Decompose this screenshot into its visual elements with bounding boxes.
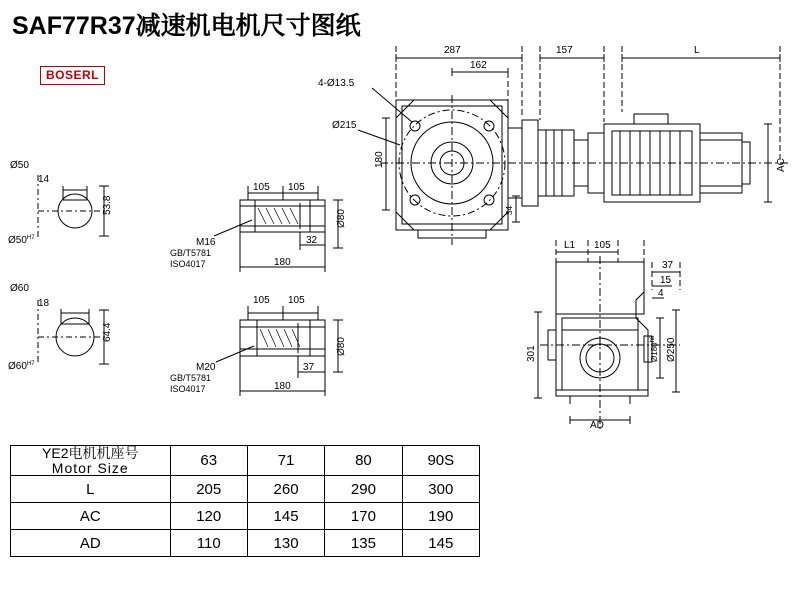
dim-key-width-1: 14 xyxy=(38,174,50,185)
dim-hs1-c: 32 xyxy=(306,235,318,246)
cell-L-80: 290 xyxy=(325,476,402,503)
dim-hs2-c: 37 xyxy=(303,362,315,373)
dim-215: Ø215 xyxy=(332,120,357,131)
dim-157: 157 xyxy=(556,45,573,56)
dim-key-width-2: 18 xyxy=(38,298,50,309)
dim-bore-2: Ø60 xyxy=(10,283,29,294)
brand-logo: BOSERL xyxy=(40,66,105,85)
page-title: SAF77R37减速机电机尺寸图纸 xyxy=(12,12,361,40)
dim-side-105: 105 xyxy=(594,240,611,251)
table-header-size-4: 90S xyxy=(402,446,479,476)
dim-bolt-holes: 4-Ø13.5 xyxy=(318,78,355,89)
table-header-size-1: 63 xyxy=(170,446,247,476)
dim-L1: L1 xyxy=(564,240,576,251)
label-std2-1: ISO4017 xyxy=(170,259,206,269)
side-view xyxy=(534,240,680,430)
dim-hs2-a: 105 xyxy=(253,295,270,306)
main-assembly-view xyxy=(358,46,790,245)
dim-shaft-height-2: 64.4 xyxy=(102,322,113,342)
cell-L-71: 260 xyxy=(247,476,324,503)
row-label-L: L xyxy=(11,476,171,503)
table-header-size-2: 71 xyxy=(247,446,324,476)
label-std2-2: ISO4017 xyxy=(170,384,206,394)
dim-162: 162 xyxy=(470,60,487,71)
cell-L-90S: 300 xyxy=(402,476,479,503)
label-thread-1: M16 xyxy=(196,237,216,248)
table-row xyxy=(11,530,480,557)
cell-AC-71: 145 xyxy=(247,503,324,530)
dim-hs1-outer: Ø80 xyxy=(336,209,347,228)
dim-AD: AD xyxy=(590,420,604,431)
dim-AC: AC xyxy=(776,158,787,172)
shaft-view-2 xyxy=(38,300,109,365)
table-header-label xyxy=(11,446,171,476)
dim-bore-fit-2: $Ø60^{H7}$ xyxy=(8,361,35,372)
row-label-AD: AD xyxy=(11,530,171,557)
dim-hs2-outer: Ø80 xyxy=(336,337,347,356)
dim-250: Ø250 xyxy=(666,337,677,362)
dim-shaft-height-1: 53.8 xyxy=(102,195,113,215)
table-row xyxy=(11,476,480,503)
dim-15: 15 xyxy=(660,275,672,286)
cell-AC-90S: 190 xyxy=(402,503,479,530)
dim-hs1-b: 105 xyxy=(288,182,305,193)
table-header-en: Motor Size xyxy=(51,459,129,476)
dim-hs1-a: 105 xyxy=(253,182,270,193)
cell-AD-71: 130 xyxy=(247,530,324,557)
dim-L: L xyxy=(694,45,700,56)
table-row xyxy=(11,503,480,530)
table-header-row xyxy=(11,446,480,476)
dim-34: 34 xyxy=(505,206,514,215)
dim-hs2-b: 105 xyxy=(288,295,305,306)
table-header-cn: YE2电机机座号 xyxy=(42,445,139,461)
label-thread-2: M20 xyxy=(196,362,216,373)
dim-37: 37 xyxy=(662,260,674,271)
row-label-AC: AC xyxy=(11,503,171,530)
dim-287: 287 xyxy=(444,45,461,56)
cell-AC-80: 170 xyxy=(325,503,402,530)
label-std1-2: GB/T5781 xyxy=(170,373,212,383)
dim-bore-1: Ø50 xyxy=(10,160,29,171)
cell-AC-63: 120 xyxy=(170,503,247,530)
dim-hs1-length: 180 xyxy=(274,257,291,268)
dim-bore-fit-1: $Ø50^{H7}$ xyxy=(8,235,35,246)
table-header-size-3: 80 xyxy=(325,446,402,476)
cell-AD-80: 135 xyxy=(325,530,402,557)
cell-AD-63: 110 xyxy=(170,530,247,557)
cell-L-63: 205 xyxy=(170,476,247,503)
dim-301: 301 xyxy=(526,345,537,362)
cell-AD-90S: 145 xyxy=(402,530,479,557)
dim-hs2-length: 180 xyxy=(274,381,291,392)
dim-4: 4 xyxy=(658,288,664,299)
label-std1-1: GB/T5781 xyxy=(170,248,212,258)
motor-size-table xyxy=(10,445,480,557)
dim-180-bore: $Ø180^{h6}$ xyxy=(650,335,659,362)
dim-180: 180 xyxy=(374,151,385,168)
